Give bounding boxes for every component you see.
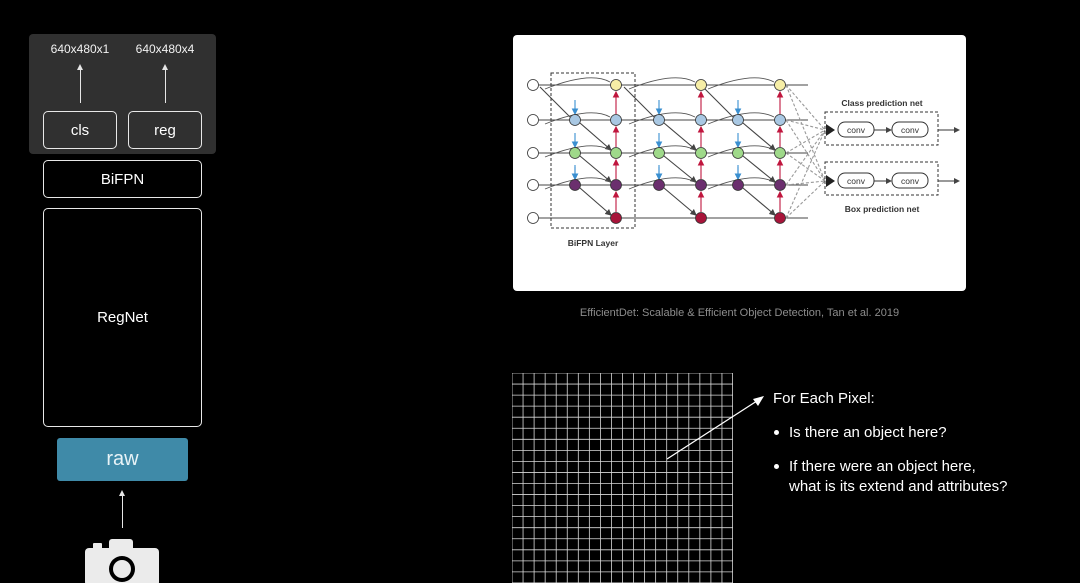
regnet-box	[43, 208, 202, 427]
diagram-edge	[708, 78, 774, 89]
input-node	[528, 148, 539, 159]
box-conv-2-label: conv	[901, 176, 919, 186]
diagram-edge	[540, 87, 570, 117]
output-node	[696, 180, 707, 191]
reg-output-dim: 640x480x4	[135, 42, 195, 56]
input-node	[528, 80, 539, 91]
output-node	[696, 115, 707, 126]
diagram-edge	[786, 85, 825, 181]
raw-label: raw	[106, 448, 139, 470]
pointer-arrow	[660, 390, 770, 465]
figure-caption: EfficientDet: Scalable & Efficient Object Detection, Tan et al. 2019	[579, 307, 900, 319]
camera-icon	[85, 536, 161, 583]
raw-input-box	[57, 438, 188, 481]
reg-head-label: reg	[154, 121, 176, 139]
bullet-item	[773, 423, 1007, 443]
diagram-edge	[743, 188, 775, 215]
box-net-label: Box prediction net	[844, 204, 920, 214]
cls-head-label: cls	[70, 121, 90, 139]
intermediate-node	[654, 148, 665, 159]
output-node	[611, 115, 622, 126]
diagram-edge	[580, 188, 611, 215]
diagram-edge	[664, 188, 696, 215]
diagram-edge	[624, 87, 654, 117]
diagram-edge	[786, 85, 825, 130]
intermediate-node	[654, 115, 665, 126]
intermediate-node	[654, 180, 665, 191]
input-node	[528, 115, 539, 126]
efficientdet-figure	[513, 35, 966, 291]
diagram-edge	[629, 78, 695, 89]
bullet-dot	[774, 430, 779, 435]
bullet-item	[773, 457, 1007, 497]
camera-up-arrow	[122, 494, 123, 528]
cls-head-box	[43, 111, 117, 149]
output-node	[775, 148, 786, 159]
class-conv-2-label: conv	[901, 125, 919, 135]
bifpn-box	[43, 160, 202, 198]
intermediate-node	[733, 115, 744, 126]
box-conv-1-label: conv	[847, 176, 865, 186]
output-node	[696, 148, 707, 159]
intermediate-node	[570, 180, 581, 191]
intermediate-node	[733, 148, 744, 159]
bullet-line: Is there an object here?	[789, 424, 947, 441]
bifpn-diagram	[513, 35, 966, 291]
regnet-label: RegNet	[97, 309, 148, 326]
bifpn-label: BiFPN	[100, 170, 145, 188]
output-node	[611, 213, 622, 224]
intermediate-node	[570, 115, 581, 126]
input-node	[528, 213, 539, 224]
reg-head-box	[128, 111, 202, 149]
diagram-edge	[786, 181, 825, 218]
diagram-edge	[703, 87, 733, 117]
pixel-questions	[773, 390, 1007, 511]
bullet-dot	[774, 464, 779, 469]
output-node	[611, 80, 622, 91]
cls-up-arrow	[80, 68, 81, 103]
input-node	[528, 180, 539, 191]
diagram-edge	[786, 120, 825, 181]
bifpn-layer-label: BiFPN Layer	[567, 238, 619, 248]
diagram-edge	[786, 130, 825, 218]
class-conv-1-label: conv	[847, 125, 865, 135]
cls-output-dim: 640x480x1	[50, 42, 110, 56]
bullet-line: If there were an object here,	[789, 458, 976, 475]
reg-up-arrow	[165, 68, 166, 103]
output-node	[696, 80, 707, 91]
output-node	[611, 180, 622, 191]
output-node	[775, 80, 786, 91]
intermediate-node	[570, 148, 581, 159]
diagram-edge	[786, 181, 825, 185]
output-node	[775, 180, 786, 191]
output-node	[775, 115, 786, 126]
diagram-edge	[545, 78, 610, 89]
bullet-line: what is its extend and attributes?	[789, 478, 1008, 495]
output-node	[611, 148, 622, 159]
intermediate-node	[733, 180, 744, 191]
output-node	[696, 213, 707, 224]
class-net-label: Class prediction net	[841, 98, 923, 108]
pixel-title: For Each Pixel:	[773, 390, 875, 407]
output-node	[775, 213, 786, 224]
